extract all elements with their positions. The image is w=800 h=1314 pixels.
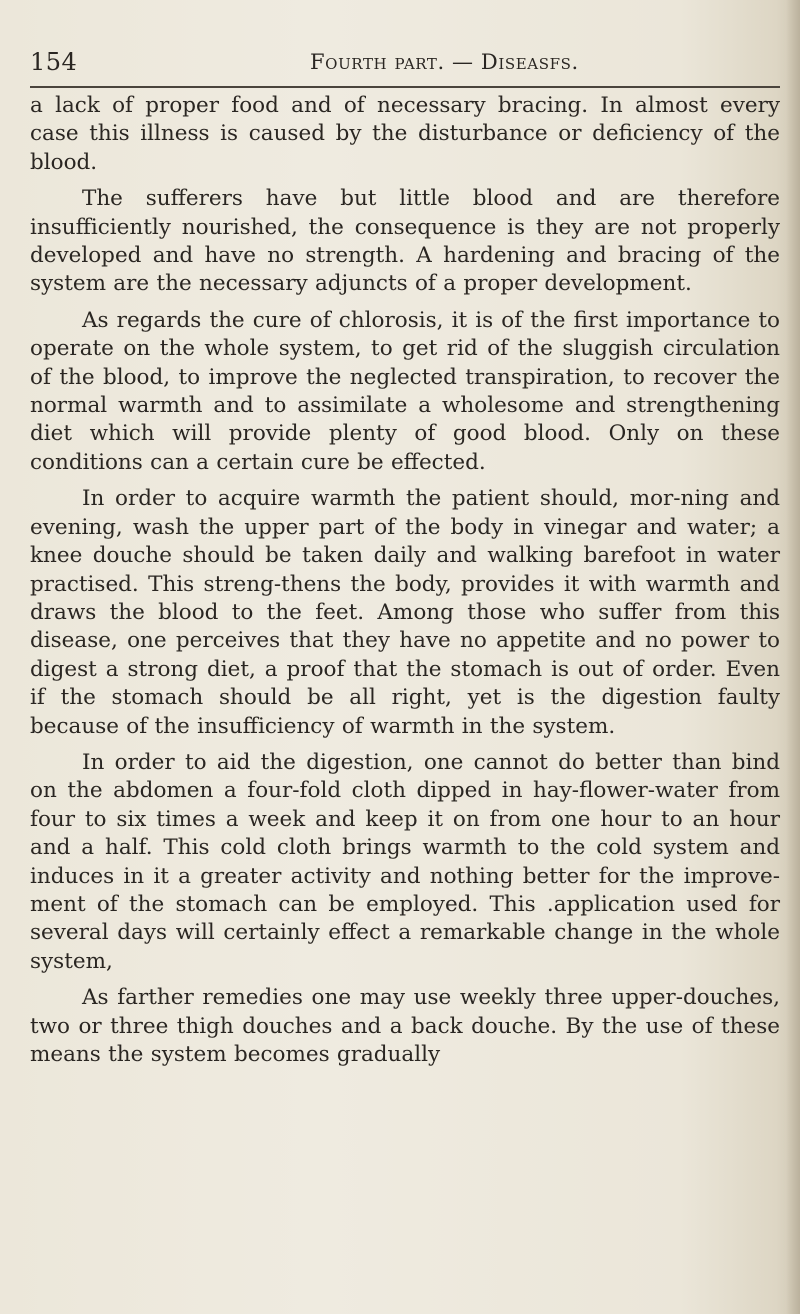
paragraph-sufferers: The sufferers have but little blood and are therefore insufficiently nourished, the consequence is they are not properly developed and have no strength. A hardening and bracing of the system are the necessary adjuncts of a proper development.	[30, 186, 780, 297]
paragraph-remedies: As farther remedies one may use weekly three upper-douches, two or three thigh douches and a back douche. By the use of these means the system becomes gradually	[30, 985, 780, 1067]
page-header	[30, 48, 780, 84]
running-head: Fourth part. — Diseasfs.	[310, 50, 579, 74]
page-edge-shadow	[786, 0, 800, 1314]
header-rule	[30, 86, 780, 88]
page-number: 154	[30, 48, 78, 76]
paragraph-digestion: In order to aid the digestion, one cannot do better than bind on the abdomen a four-fold cloth dipped in hay-flower-water from four to six times a week and keep it on from one hour to an hour and a half. This cold cloth brings warmth to the cold system and induces in it a greater activity and nothing better for the improve-ment of the stomach can be employed. This .application used for several days will certainly effect a remarkable change in the whole system,	[30, 749, 780, 974]
paragraph-chlorosis-cure: As regards the cure of chlorosis, it is of the first importance to operate on the whole system, to get rid of the sluggish circulation of the blood, to improve the neglected transpiration, to recover the normal warmth and to assimilate a wholesome and strengthening diet which will provide plenty of good blood. Only on these conditions can a certain cure be effected.	[30, 307, 780, 475]
paragraph-warmth: In order to acquire warmth the patient should, mor-ning and evening, wash the upper part of the body in vinegar and water; a knee douche should be taken daily and walking barefoot in water practised. This streng-thens the body, provides it with warmth and draws the blood to the feet. Among those who suffer from this disease, one perceives that they have no appetite and no power to digest a strong diet, a proof that the stomach is out of order. Even if the stomach should be all right, yet is the digestion faulty because of the insufficiency of warmth in the system.	[30, 486, 780, 739]
paragraph-continuation: a lack of proper food and of necessary bracing. In almost every case this illness is caused by the disturbance or deficiency of the blood.	[30, 93, 780, 175]
body-text	[30, 92, 780, 1069]
